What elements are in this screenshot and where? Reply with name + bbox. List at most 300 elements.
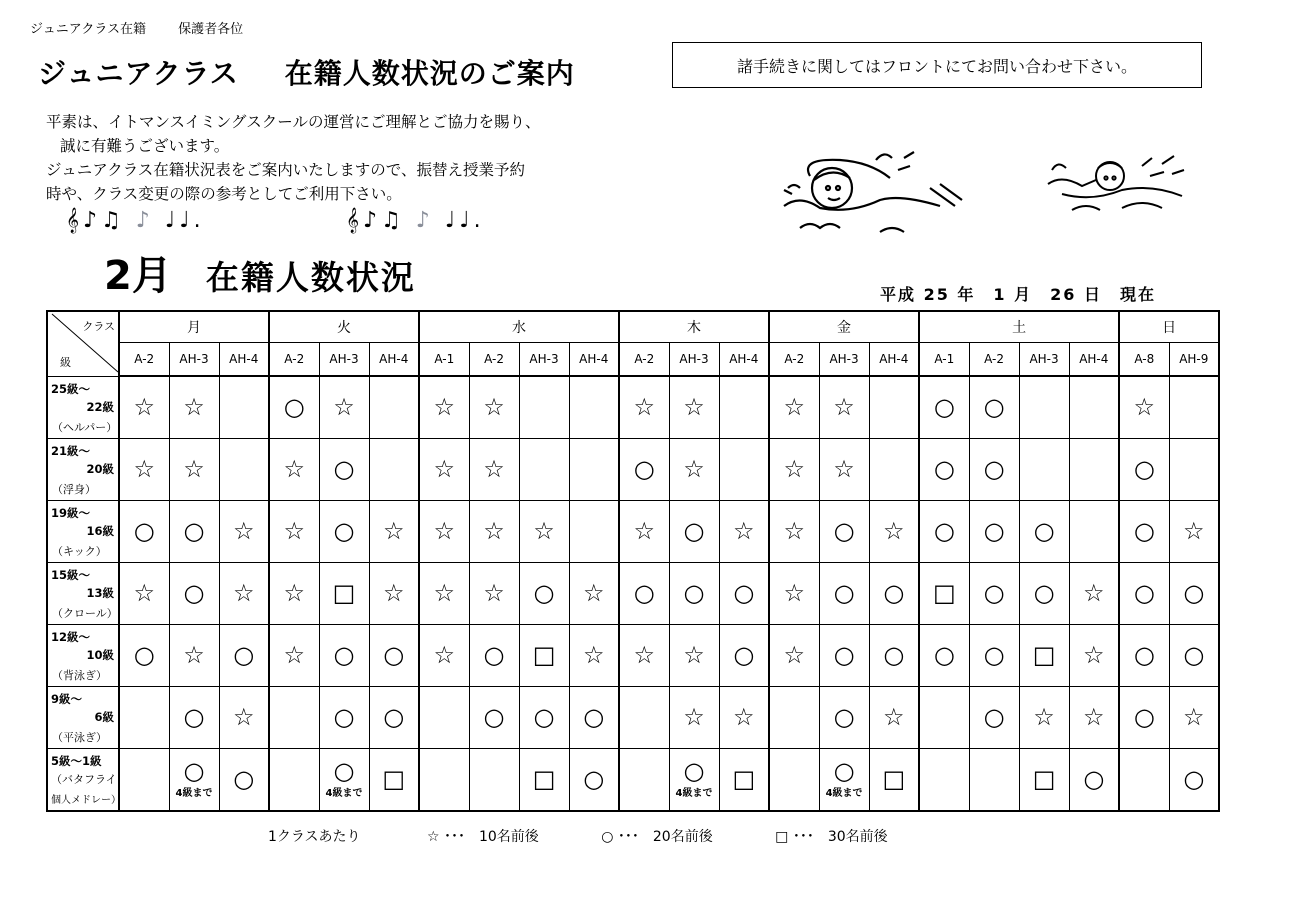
- table-cell: [669, 500, 719, 562]
- table-cell: [1069, 562, 1119, 624]
- swimmer-icon: [780, 148, 970, 240]
- capacity-symbol: ○: [1183, 765, 1205, 793]
- table-cell: [119, 624, 169, 686]
- table-cell: [119, 438, 169, 500]
- month-heading: [104, 244, 416, 301]
- capacity-symbol: ☆: [633, 393, 656, 422]
- day-header: 土: [919, 311, 1119, 343]
- capacity-symbol: ○: [733, 579, 755, 607]
- legend-square: □ ･･･ 30名前後: [775, 829, 888, 845]
- capacity-symbol: ☆: [533, 517, 555, 545]
- table-cell: [869, 624, 919, 686]
- capacity-symbol: ☆: [1083, 641, 1105, 669]
- table-cell: [569, 748, 619, 811]
- capacity-symbol: ☆: [583, 641, 605, 669]
- table-row: [47, 748, 1219, 811]
- table-cell: [619, 500, 669, 562]
- level-label: 15級～ 13級 （クロール）: [47, 562, 119, 624]
- capacity-symbol: ☆: [633, 517, 656, 545]
- table-cell: [619, 376, 669, 438]
- capacity-symbol: □: [1032, 641, 1056, 669]
- table-cell: [669, 686, 719, 748]
- table-cell: [169, 500, 219, 562]
- table-cell: [169, 748, 219, 811]
- capacity-symbol: ☆: [133, 393, 155, 422]
- table-cell: [1069, 376, 1119, 438]
- capacity-symbol: ☆: [483, 579, 505, 607]
- capacity-symbol: ☆: [133, 455, 155, 483]
- capacity-symbol: ☆: [183, 455, 205, 483]
- day-header: 木: [619, 311, 769, 343]
- table-cell: [1069, 624, 1119, 686]
- level-label: 12級～ 10級 （背泳ぎ）: [47, 624, 119, 686]
- table-cell: [769, 562, 819, 624]
- table-cell: [419, 686, 469, 748]
- class-header: A-1: [419, 343, 469, 377]
- table-cell: [119, 376, 169, 438]
- table-cell: [569, 686, 619, 748]
- capacity-symbol: ☆: [433, 455, 456, 483]
- capacity-symbol: ○: [1033, 517, 1055, 545]
- page-title: [38, 52, 575, 92]
- table-cell: [619, 748, 669, 811]
- notice-box: 諸手続きに関してはフロントにてお問い合わせ下さい。: [672, 42, 1202, 88]
- table-cell: [319, 562, 369, 624]
- table-row: [47, 438, 1219, 500]
- table-cell: [669, 376, 719, 438]
- table-cell: [619, 562, 669, 624]
- capacity-symbol: ○: [983, 517, 1005, 545]
- table-cell: [419, 500, 469, 562]
- table-cell: [219, 438, 269, 500]
- table-cell: [1019, 686, 1069, 748]
- capacity-symbol: ☆: [783, 393, 806, 422]
- capacity-symbol: ☆: [433, 517, 456, 545]
- table-cell: [519, 500, 569, 562]
- capacity-symbol: ☆: [483, 455, 505, 483]
- capacity-symbol: □: [882, 765, 906, 793]
- table-cell: [569, 376, 619, 438]
- capacity-symbol: ☆: [283, 641, 306, 669]
- table-cell: [819, 624, 869, 686]
- capacity-symbol: ☆: [433, 579, 456, 607]
- table-cell: [1169, 376, 1219, 438]
- table-cell: [719, 748, 769, 811]
- capacity-symbol: □: [732, 765, 756, 793]
- table-cell: [369, 748, 419, 811]
- capacity-symbol: ○: [533, 579, 555, 607]
- table-cell: [319, 438, 369, 500]
- table-cell: [1019, 748, 1069, 811]
- table-cell: [519, 438, 569, 500]
- capacity-symbol: □: [532, 641, 556, 669]
- table-cell: [919, 748, 969, 811]
- table-cell: [419, 376, 469, 438]
- header-small-left: ジュニアクラス在籍: [30, 22, 146, 37]
- table-cell: [469, 624, 519, 686]
- table-cell: [219, 376, 269, 438]
- table-cell: [819, 376, 869, 438]
- table-cell: [269, 562, 319, 624]
- capacity-symbol: ☆: [583, 579, 605, 607]
- capacity-symbol: ○: [933, 517, 955, 545]
- table-cell: [269, 686, 319, 748]
- table-cell: [769, 500, 819, 562]
- class-header: AH-4: [219, 343, 269, 377]
- capacity-symbol: ☆: [133, 579, 155, 607]
- table-cell: [969, 500, 1019, 562]
- capacity-symbol: ○: [483, 641, 505, 669]
- capacity-symbol: ○: [183, 703, 205, 731]
- day-header: 日: [1119, 311, 1219, 343]
- day-header: 水: [419, 311, 619, 343]
- table-cell: [1119, 748, 1169, 811]
- table-cell: [619, 438, 669, 500]
- as-of-date: 平成 25 年 1 月 26 日 現在: [880, 285, 1156, 304]
- capacity-symbol: ○: [883, 579, 905, 607]
- capacity-symbol: ☆: [183, 641, 205, 669]
- capacity-symbol: ○: [333, 757, 355, 785]
- table-cell: [569, 438, 619, 500]
- table-cell: [319, 500, 369, 562]
- capacity-symbol: ○: [333, 703, 355, 731]
- capacity-symbol: ○: [833, 703, 855, 731]
- table-cell: [369, 500, 419, 562]
- table-cell: [919, 562, 969, 624]
- capacity-symbol: ☆: [1133, 393, 1156, 422]
- music-notes-icon: 𝄞♪♫ ♪ ♩♩.: [66, 208, 205, 233]
- table-cell: [919, 500, 969, 562]
- table-corner: クラス 級: [47, 311, 119, 376]
- table-cell: [869, 376, 919, 438]
- table-cell: [969, 686, 1019, 748]
- class-header: AH-9: [1169, 343, 1219, 377]
- table-cell: [869, 438, 919, 500]
- legend-star: ☆ ･･･ 10名前後: [426, 829, 539, 845]
- capacity-symbol: ☆: [1183, 703, 1205, 731]
- table-cell: [369, 624, 419, 686]
- level-label: 21級～ 20級 （浮身）: [47, 438, 119, 500]
- capacity-symbol: ☆: [883, 703, 905, 731]
- class-header: A-2: [269, 343, 319, 377]
- table-cell: [1069, 500, 1119, 562]
- table-cell: [819, 500, 869, 562]
- table-row: [47, 686, 1219, 748]
- music-notes-icon: 𝄞♪♫ ♪ ♩♩.: [346, 208, 485, 233]
- capacity-symbol: ○: [933, 455, 955, 483]
- table-cell: [1169, 500, 1219, 562]
- capacity-symbol: □: [382, 765, 406, 793]
- capacity-symbol: ○: [683, 579, 705, 607]
- table-cell: [169, 686, 219, 748]
- table-cell: [769, 686, 819, 748]
- intro-line-2: 誠に有難うございます。: [60, 137, 230, 155]
- table-cell: [519, 376, 569, 438]
- table-cell: [469, 686, 519, 748]
- table-cell: [269, 500, 319, 562]
- table-cell: [1169, 562, 1219, 624]
- capacity-symbol: ☆: [433, 393, 456, 422]
- table-cell: [919, 438, 969, 500]
- table-cell: [769, 748, 819, 811]
- capacity-symbol: ☆: [233, 579, 255, 607]
- class-header: AH-4: [569, 343, 619, 377]
- table-cell: [519, 748, 569, 811]
- month-subtitle: 在籍人数状況: [205, 258, 416, 297]
- capacity-symbol: ☆: [883, 517, 905, 545]
- capacity-symbol: ○: [183, 579, 205, 607]
- table-cell: [419, 748, 469, 811]
- table-cell: [719, 376, 769, 438]
- capacity-symbol: ○: [583, 765, 605, 793]
- table-cell: [469, 748, 519, 811]
- capacity-symbol: ○: [733, 641, 755, 669]
- table-cell: [469, 562, 519, 624]
- level-label: 25級～ 22級 （ヘルパー）: [47, 376, 119, 438]
- capacity-symbol: ○: [833, 579, 855, 607]
- table-cell: [719, 500, 769, 562]
- table-cell: [869, 500, 919, 562]
- table-cell: [419, 562, 469, 624]
- class-header: AH-4: [719, 343, 769, 377]
- capacity-symbol: ☆: [783, 579, 806, 607]
- table-cell: [919, 686, 969, 748]
- table-cell: [119, 686, 169, 748]
- level-label: 5級～1級 （バタフライ 個人メドレー）: [47, 748, 119, 811]
- capacity-symbol: ○: [1083, 765, 1105, 793]
- table-cell: [519, 686, 569, 748]
- header-small-right: 保護者各位: [178, 22, 244, 37]
- capacity-symbol: ☆: [733, 517, 755, 545]
- capacity-symbol: ○: [633, 579, 655, 607]
- capacity-symbol: ○: [1133, 455, 1155, 483]
- capacity-symbol: ○: [983, 455, 1005, 483]
- capacity-symbol: ☆: [683, 641, 705, 669]
- legend: [268, 826, 902, 846]
- header-small: [30, 18, 271, 37]
- table-cell: [819, 562, 869, 624]
- table-cell: [919, 376, 969, 438]
- capacity-symbol: ☆: [683, 393, 705, 422]
- capacity-symbol: ○: [883, 641, 905, 669]
- capacity-note: 4級まで: [675, 788, 713, 799]
- capacity-symbol: ☆: [283, 517, 306, 545]
- table-cell: [569, 500, 619, 562]
- table-cell: [1069, 686, 1119, 748]
- table-cell: [169, 438, 219, 500]
- class-header: A-2: [469, 343, 519, 377]
- capacity-symbol: ○: [133, 517, 155, 545]
- class-header: AH-4: [869, 343, 919, 377]
- class-header: A-8: [1119, 343, 1169, 377]
- table-cell: [269, 748, 319, 811]
- class-header: AH-3: [1019, 343, 1069, 377]
- capacity-symbol: ☆: [483, 393, 505, 422]
- level-label: 9級～ 6級 （平泳ぎ）: [47, 686, 119, 748]
- capacity-symbol: □: [1032, 765, 1056, 793]
- class-header: A-2: [119, 343, 169, 377]
- capacity-symbol: ☆: [233, 703, 255, 731]
- table-cell: [119, 748, 169, 811]
- table-cell: [369, 376, 419, 438]
- table-cell: [169, 562, 219, 624]
- capacity-symbol: ○: [233, 765, 255, 793]
- swimmer-icon: [1042, 150, 1192, 220]
- table-cell: [869, 686, 919, 748]
- capacity-symbol: ☆: [183, 393, 205, 422]
- table-cell: [819, 748, 869, 811]
- table-cell: [669, 748, 719, 811]
- table-cell: [1119, 624, 1169, 686]
- capacity-symbol: ○: [383, 703, 405, 731]
- table-cell: [219, 624, 269, 686]
- table-cell: [369, 562, 419, 624]
- intro-line-3: ジュニアクラス在籍状況表をご案内いたしますので、振替え授業予約: [46, 161, 525, 179]
- capacity-symbol: ☆: [333, 393, 355, 422]
- capacity-symbol: ○: [483, 703, 505, 731]
- table-cell: [969, 376, 1019, 438]
- capacity-symbol: ☆: [1083, 703, 1105, 731]
- capacity-note: 4級まで: [325, 788, 363, 799]
- capacity-symbol: ☆: [833, 393, 855, 422]
- day-header: 金: [769, 311, 919, 343]
- capacity-symbol: ☆: [383, 579, 405, 607]
- capacity-symbol: ○: [583, 703, 605, 731]
- table-cell: [769, 438, 819, 500]
- capacity-symbol: ○: [683, 517, 705, 545]
- table-cell: [969, 748, 1019, 811]
- table-cell: [1019, 562, 1069, 624]
- table-cell: [1019, 376, 1069, 438]
- table-cell: [319, 624, 369, 686]
- capacity-symbol: ○: [1133, 517, 1155, 545]
- capacity-symbol: ○: [1133, 703, 1155, 731]
- capacity-symbol: ○: [333, 641, 355, 669]
- table-row: [47, 624, 1219, 686]
- table-cell: [1069, 748, 1119, 811]
- capacity-symbol: ○: [533, 703, 555, 731]
- class-header: A-1: [919, 343, 969, 377]
- table-row: [47, 562, 1219, 624]
- class-header: AH-3: [169, 343, 219, 377]
- capacity-symbol: ○: [1133, 641, 1155, 669]
- capacity-symbol: ☆: [1033, 703, 1055, 731]
- table-cell: [619, 624, 669, 686]
- table-cell: [1119, 438, 1169, 500]
- table-cell: [569, 562, 619, 624]
- table-cell: [119, 500, 169, 562]
- capacity-symbol: ○: [1133, 579, 1155, 607]
- capacity-symbol: ○: [933, 393, 955, 422]
- capacity-symbol: ○: [383, 641, 405, 669]
- capacity-symbol: ☆: [783, 455, 806, 483]
- table-cell: [769, 376, 819, 438]
- capacity-symbol: ☆: [633, 641, 656, 669]
- capacity-symbol: ☆: [783, 517, 806, 545]
- table-cell: [269, 438, 319, 500]
- legend-prefix: 1クラスあたり: [268, 829, 361, 845]
- table-cell: [869, 562, 919, 624]
- table-cell: [1169, 686, 1219, 748]
- capacity-symbol: ○: [983, 641, 1005, 669]
- capacity-symbol: ○: [833, 757, 855, 785]
- capacity-symbol: ☆: [833, 455, 855, 483]
- table-cell: [269, 376, 319, 438]
- capacity-symbol: ○: [633, 455, 655, 483]
- table-cell: [1019, 500, 1069, 562]
- capacity-symbol: ○: [183, 517, 205, 545]
- capacity-note: 4級まで: [175, 788, 213, 799]
- table-cell: [969, 624, 1019, 686]
- capacity-symbol: ☆: [383, 517, 405, 545]
- capacity-symbol: ○: [833, 641, 855, 669]
- class-header: AH-4: [1069, 343, 1119, 377]
- capacity-symbol: ○: [1033, 579, 1055, 607]
- enrollment-table: [46, 310, 1220, 812]
- capacity-symbol: ○: [983, 393, 1005, 422]
- table-cell: [969, 562, 1019, 624]
- table-cell: [469, 376, 519, 438]
- table-cell: [619, 686, 669, 748]
- table-cell: [669, 562, 719, 624]
- table-cell: [319, 748, 369, 811]
- capacity-symbol: ☆: [1183, 517, 1205, 545]
- class-header: AH-3: [669, 343, 719, 377]
- page-title-part-b: 在籍人数状況のご案内: [284, 57, 575, 90]
- capacity-symbol: □: [532, 765, 556, 793]
- capacity-symbol: ☆: [733, 703, 755, 731]
- capacity-symbol: ☆: [1083, 579, 1105, 607]
- table-cell: [169, 376, 219, 438]
- capacity-symbol: ○: [183, 757, 205, 785]
- capacity-symbol: ☆: [433, 641, 456, 669]
- table-cell: [719, 562, 769, 624]
- table-cell: [519, 562, 569, 624]
- class-header: AH-4: [369, 343, 419, 377]
- capacity-symbol: ○: [283, 393, 305, 422]
- intro-line-4: 時や、クラス変更の際の参考としてご利用下さい。: [46, 185, 402, 203]
- intro-line-1: 平素は、イトマンスイミングスクールの運営にご理解とご協力を賜り、: [46, 113, 541, 131]
- legend-circle: ○ ･･･ 20名前後: [601, 829, 713, 845]
- capacity-symbol: ○: [933, 641, 955, 669]
- capacity-symbol: ☆: [233, 517, 255, 545]
- table-cell: [419, 438, 469, 500]
- table-cell: [1019, 438, 1069, 500]
- table-cell: [569, 624, 619, 686]
- level-label: 19級～ 16級 （キック）: [47, 500, 119, 562]
- table-cell: [719, 624, 769, 686]
- capacity-symbol: ○: [333, 455, 355, 483]
- table-cell: [669, 624, 719, 686]
- table-cell: [1119, 500, 1169, 562]
- capacity-symbol: ○: [133, 641, 155, 669]
- table-cell: [319, 376, 369, 438]
- table-cell: [969, 438, 1019, 500]
- capacity-symbol: ☆: [683, 703, 705, 731]
- table-cell: [819, 686, 869, 748]
- class-header: AH-3: [819, 343, 869, 377]
- capacity-symbol: ○: [833, 517, 855, 545]
- table-cell: [219, 562, 269, 624]
- table-cell: [719, 686, 769, 748]
- table-cell: [169, 624, 219, 686]
- capacity-symbol: ○: [333, 517, 355, 545]
- intro-text: [46, 110, 540, 206]
- capacity-symbol: ☆: [683, 455, 705, 483]
- table-cell: [1169, 438, 1219, 500]
- table-cell: [1119, 376, 1169, 438]
- table-cell: [369, 438, 419, 500]
